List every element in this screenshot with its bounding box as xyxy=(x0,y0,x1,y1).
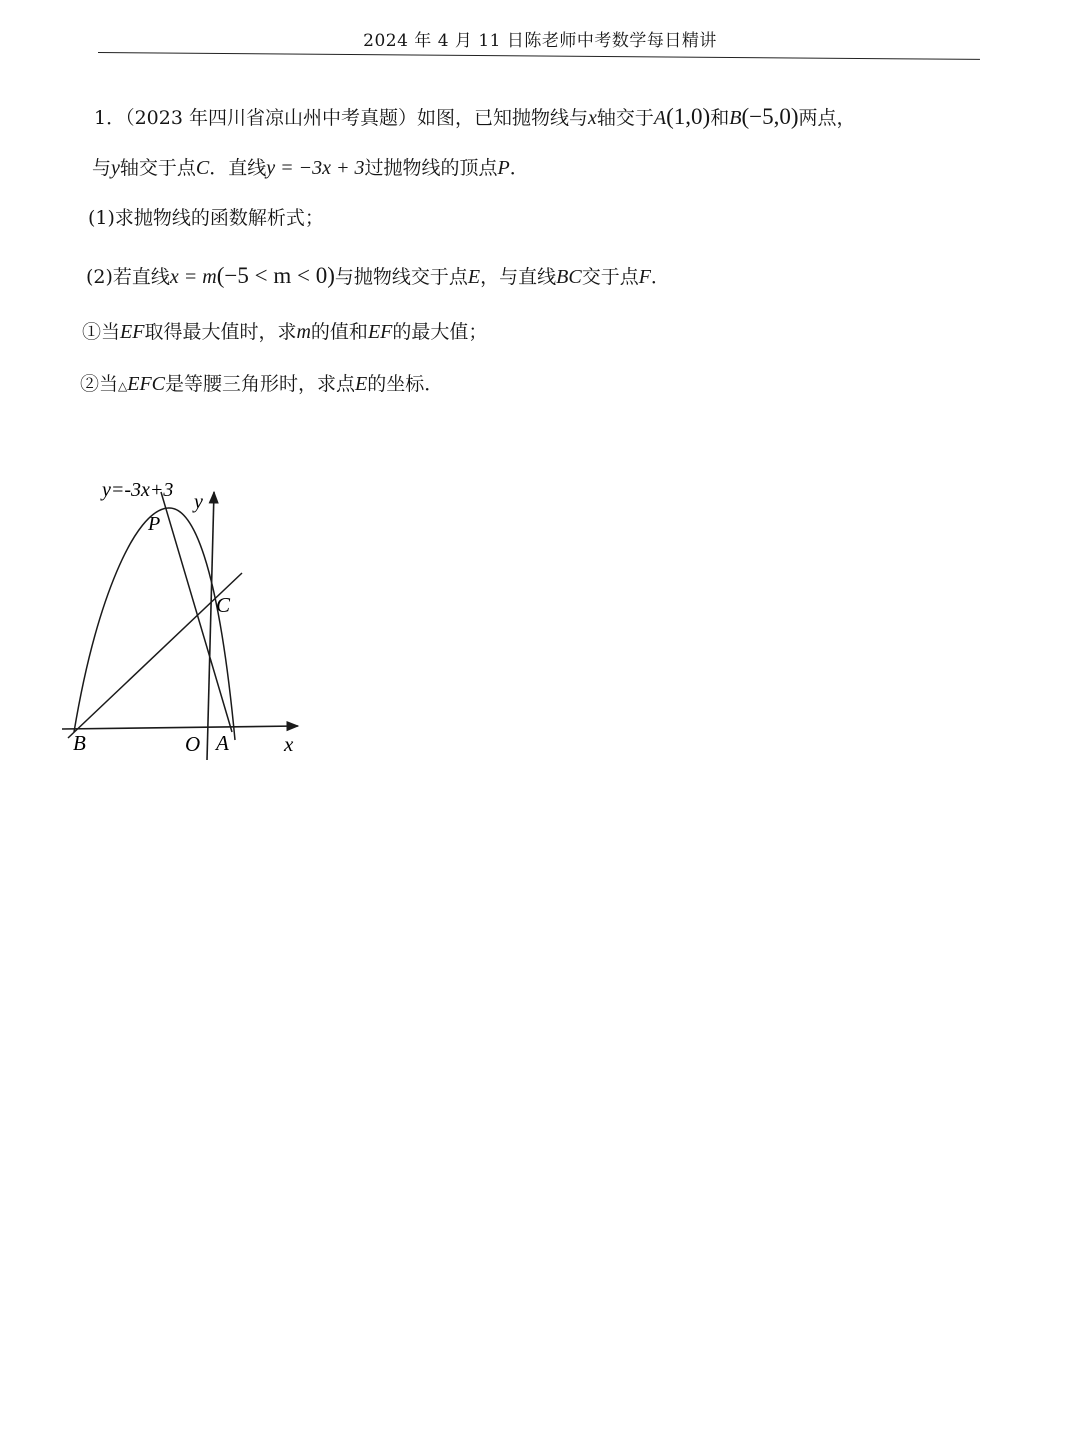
line-equation-label: y=-3x+3 xyxy=(102,479,174,501)
point-b-label: B xyxy=(729,107,742,129)
sub1-mid: 取得最大值时，求 xyxy=(144,321,297,343)
problem-source: （2023 年四川省凉山州中考真题） xyxy=(125,107,417,129)
problem-number: 1． xyxy=(94,107,126,129)
triangle-symbol: △ xyxy=(118,379,128,393)
point-a-figure-label: A xyxy=(216,731,229,755)
sub-question-2 xyxy=(80,372,443,396)
x-var: x xyxy=(588,107,597,129)
part-2 xyxy=(86,262,670,290)
point-b-coords: (−5,0) xyxy=(741,104,799,129)
point-e-label-2: E xyxy=(355,373,368,395)
sub2-end: 的坐标． xyxy=(367,373,444,395)
point-c-figure-label: C xyxy=(216,593,231,617)
part2-period: ． xyxy=(650,266,670,288)
part2-equation: x = m xyxy=(169,266,217,288)
sub1-end: 的最大值； xyxy=(392,321,488,343)
y-axis xyxy=(207,492,214,760)
x-axis xyxy=(62,726,298,729)
sub1-mid2: 的值和 xyxy=(310,321,368,343)
ef-label: EF xyxy=(120,321,145,343)
problem-intro: 如图，已知抛物线与 xyxy=(417,107,589,129)
parabola-figure xyxy=(60,470,310,770)
part2-mid: 与抛物线交于点 xyxy=(334,266,468,288)
line2-start: 与 xyxy=(92,157,112,179)
sub2-start: ②当 xyxy=(80,373,119,395)
line-bc-label: BC xyxy=(556,266,582,288)
sub-question-1 xyxy=(82,320,487,344)
line2-period: ．直线 xyxy=(209,157,267,179)
y-var: y xyxy=(111,157,120,179)
point-b-figure-label: B xyxy=(73,731,86,755)
point-e-label: E xyxy=(467,266,481,288)
and-word: 和 xyxy=(710,107,730,129)
vertex-p-label: P xyxy=(148,513,161,535)
part2-mid2: ，与直线 xyxy=(480,266,557,288)
part2-mid3: 交于点 xyxy=(581,266,639,288)
line2-final-period: ． xyxy=(509,157,529,179)
problem-line-1 xyxy=(94,103,856,131)
axis-intersect-text: 轴交于 xyxy=(596,107,654,129)
line-equation: y = −3x + 3 xyxy=(266,157,365,179)
y-axis-label: y xyxy=(194,491,203,513)
page-header: 2024 年 4 月 11 日陈老师中考数学每日精讲 xyxy=(363,31,717,51)
x-axis-label: x xyxy=(284,732,294,756)
line2-end: 过抛物线的顶点 xyxy=(364,157,498,179)
problem-line-2 xyxy=(92,156,529,180)
point-a-label: A xyxy=(653,107,667,129)
header-rule xyxy=(98,52,980,60)
sub1-start: ①当 xyxy=(82,321,121,343)
two-points-text: 两点， xyxy=(798,107,856,129)
ef-label-2: EF xyxy=(367,321,393,343)
point-a-coords: (1,0) xyxy=(666,104,711,129)
efc-label: EFC xyxy=(127,373,166,395)
point-c-label: C xyxy=(195,157,210,179)
sub2-mid: 是等腰三角形时，求点 xyxy=(165,373,356,395)
point-f-label: F xyxy=(638,266,651,288)
m-var: m xyxy=(296,321,311,343)
part2-condition: (−5 < m < 0) xyxy=(216,263,335,288)
line2-mid: 轴交于点 xyxy=(119,157,196,179)
origin-o-label: O xyxy=(185,732,201,756)
part2-start: (2)若直线 xyxy=(86,266,170,288)
part-1: (1)求抛物线的函数解析式； xyxy=(88,207,324,229)
point-p-label: P xyxy=(497,157,510,179)
